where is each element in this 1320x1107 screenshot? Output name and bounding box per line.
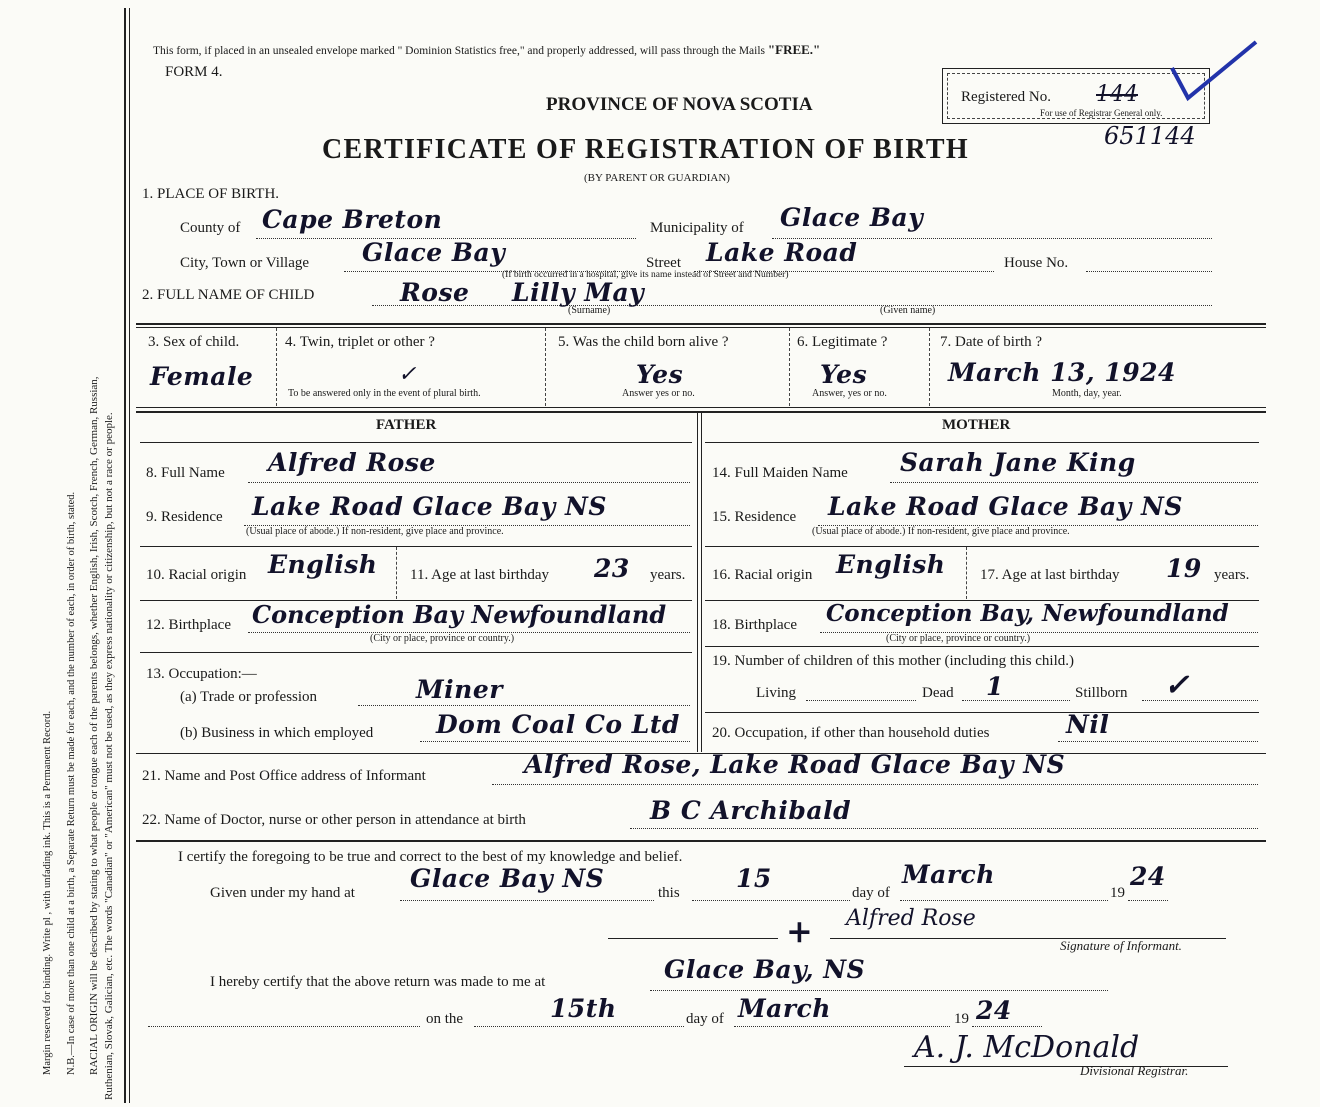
father-race-label: 10. Racial origin xyxy=(146,567,247,583)
municipality-value: Glace Bay xyxy=(780,203,924,232)
doctor-value: B C Archibald xyxy=(650,796,852,825)
mother-occupation-label: 20. Occupation, if other than household duties xyxy=(712,725,990,741)
informant-signature: Alfred Rose xyxy=(846,906,976,931)
certify-statement: I certify the foregoing to be true and correct to the best of my knowledge and belief. xyxy=(178,849,683,865)
signature-caption: Signature of Informant. xyxy=(1060,938,1182,953)
informant-value: Alfred Rose, Lake Road Glace Bay NS xyxy=(524,750,1066,779)
twin-note: To be answered only in the event of plural birth. xyxy=(288,388,481,399)
mother-race-label: 16. Racial origin xyxy=(712,567,813,583)
mother-age-label: 17. Age at last birthday xyxy=(980,567,1120,583)
margin-note-binding: Margin reserved for binding. Write pl , with unfading ink. This is a Permanent Record. xyxy=(42,710,53,1075)
form-number: FORM 4. xyxy=(165,64,223,80)
city-label: City, Town or Village xyxy=(180,255,310,271)
father-birthplace: Conception Bay Newfoundland xyxy=(252,600,667,629)
county-label: County of xyxy=(180,220,241,236)
registered-label: Registered No. xyxy=(961,89,1051,105)
certify-year: 24 xyxy=(1130,862,1166,891)
mother-birthplace-note: (City or place, province or country.) xyxy=(886,633,1031,644)
informant-label: 21. Name and Post Office address of Informant xyxy=(142,768,426,784)
street-value: Lake Road xyxy=(706,238,858,267)
street-label: Street xyxy=(646,255,681,271)
registrar-note: For use of Registrar General only. xyxy=(1040,108,1163,118)
father-residence: Lake Road Glace Bay NS xyxy=(252,492,607,521)
certify-place: Glace Bay NS xyxy=(410,864,605,893)
legitimate-value: Yes xyxy=(820,360,868,389)
margin-note-racial-origin-cont: Ruthenian, Slovak, Galician, etc. The words "Canadian" or "American" must not be used, as they express nationality or citizenship, but not a race or people. xyxy=(103,412,115,1100)
father-age: 23 xyxy=(594,554,630,583)
house-label: House No. xyxy=(1004,255,1069,271)
father-birthplace-label: 12. Birthplace xyxy=(146,617,231,633)
margin-rule-inner xyxy=(129,8,130,1103)
mother-children-label: 19. Number of children of this mother (including this child.) xyxy=(712,653,1075,669)
given-label: Given under my hand at xyxy=(210,885,355,901)
mother-residence-label: 15. Residence xyxy=(712,509,797,525)
father-years: years. xyxy=(650,567,686,583)
child-given-name: Lilly May xyxy=(512,278,645,307)
registrar-day: 15th xyxy=(550,994,617,1023)
father-name: Alfred Rose xyxy=(268,448,436,477)
mother-occupation: Nil xyxy=(1066,710,1110,739)
this-label: this xyxy=(658,885,680,901)
father-residence-note: (Usual place of abode.) If non-resident, give place and province. xyxy=(246,526,504,537)
mother-heading: MOTHER xyxy=(942,417,1011,433)
alive-value: Yes xyxy=(636,360,684,389)
father-race: English xyxy=(268,550,378,579)
margin-rule xyxy=(124,8,126,1103)
document-title: CERTIFICATE OF REGISTRATION OF BIRTH xyxy=(322,134,969,165)
city-value: Glace Bay xyxy=(362,238,506,267)
registrar-year-prefix: 19 xyxy=(954,1011,969,1027)
living-label: Living xyxy=(756,685,796,701)
checkmark-icon xyxy=(1170,36,1260,106)
registrar-month: March xyxy=(738,994,831,1023)
child-surname: Rose xyxy=(400,278,470,307)
stillborn-label: Stillborn xyxy=(1075,685,1128,701)
on-the-label: on the xyxy=(426,1011,464,1027)
sex-label: 3. Sex of child. xyxy=(148,334,240,350)
mother-race: English xyxy=(836,550,946,579)
given-caption: (Given name) xyxy=(880,305,936,316)
certify-month: March xyxy=(902,860,995,889)
father-occupation-label: 13. Occupation:— xyxy=(146,666,257,682)
surname-caption: (Surname) xyxy=(568,305,611,316)
dead-value: 1 xyxy=(986,672,1004,701)
father-birthplace-note: (City or place, province or country.) xyxy=(370,633,515,644)
doctor-label: 22. Name of Doctor, nurse or other person in attendance at birth xyxy=(142,812,526,828)
mother-name: Sarah Jane King xyxy=(900,448,1136,477)
margin-note-racial-origin: RACIAL ORIGIN will be described by stating to what people or tongue each of the parents belongs, whether English, Irish, Scotch, French, German, Russian, xyxy=(88,376,100,1075)
mother-years: years. xyxy=(1214,567,1250,583)
sex-value: Female xyxy=(150,362,254,391)
mother-birthplace: Conception Bay, Newfoundland xyxy=(826,600,1229,627)
mother-name-label: 14. Full Maiden Name xyxy=(712,465,848,481)
province-heading: PROVINCE OF NOVA SCOTIA xyxy=(546,94,813,115)
father-business: Dom Coal Co Ltd xyxy=(436,710,680,739)
informant-mark: + xyxy=(786,912,814,950)
dead-label: Dead xyxy=(922,685,954,701)
father-trade: Miner xyxy=(416,675,503,704)
registrar-place: Glace Bay, NS xyxy=(664,955,866,984)
margin-note-multiple-births: N.B.—In case of more than one child at a birth, a Separate Return must be made for each, and the number of each, in order of birth, stated. xyxy=(66,491,77,1075)
mother-birthplace-label: 18. Birthplace xyxy=(712,617,797,633)
registrar-year: 24 xyxy=(976,996,1012,1025)
registered-number: 144 xyxy=(1096,82,1138,107)
document-subtitle: (BY PARENT OR GUARDIAN) xyxy=(584,172,730,184)
legitimate-label: 6. Legitimate ? xyxy=(797,334,888,350)
father-residence-label: 9. Residence xyxy=(146,509,223,525)
handwritten-number: 651144 xyxy=(1104,122,1196,150)
father-business-label: (b) Business in which employed xyxy=(180,725,374,741)
legitimate-note: Answer, yes or no. xyxy=(812,388,887,399)
mother-residence-note: (Usual place of abode.) If non-resident, give place and province. xyxy=(812,526,1070,537)
registrar-signature: A. J. McDonald xyxy=(914,1030,1140,1065)
alive-label: 5. Was the child born alive ? xyxy=(558,334,729,350)
certify-day: 15 xyxy=(736,864,772,893)
mother-age: 19 xyxy=(1166,554,1202,583)
dayof-label: day of xyxy=(852,885,890,901)
hospital-note: (If birth occurred in a hospital, give its name instead of Street and Number) xyxy=(502,270,789,280)
county-value: Cape Breton xyxy=(262,205,443,234)
registrar-statement: I hereby certify that the above return was made to me at xyxy=(210,974,546,990)
stillborn-value: ✓ xyxy=(1164,668,1190,703)
municipality-label: Municipality of xyxy=(650,220,744,236)
alive-note: Answer yes or no. xyxy=(622,388,695,399)
registrar-dayof-label: day of xyxy=(686,1011,724,1027)
mail-note: This form, if placed in an unsealed envelope marked " Dominion Statistics free," and properly addressed, will pass through the Mails "FREE." xyxy=(153,42,821,57)
father-heading: FATHER xyxy=(376,417,437,433)
father-age-label: 11. Age at last birthday xyxy=(410,567,549,583)
dob-label: 7. Date of birth ? xyxy=(940,334,1043,350)
place-of-birth-label: 1. PLACE OF BIRTH. xyxy=(142,186,280,202)
dob-value: March 13, 1924 xyxy=(948,358,1176,387)
twin-value: ✓ xyxy=(398,362,417,387)
registrar-caption: Divisional Registrar. xyxy=(1080,1063,1189,1078)
mother-residence: Lake Road Glace Bay NS xyxy=(828,492,1183,521)
child-name-label: 2. FULL NAME OF CHILD xyxy=(142,287,315,303)
father-name-label: 8. Full Name xyxy=(146,465,225,481)
twin-label: 4. Twin, triplet or other ? xyxy=(285,334,435,350)
dob-note: Month, day, year. xyxy=(1052,388,1122,399)
father-trade-label: (a) Trade or profession xyxy=(180,689,318,705)
certify-year-prefix: 19 xyxy=(1110,885,1125,901)
